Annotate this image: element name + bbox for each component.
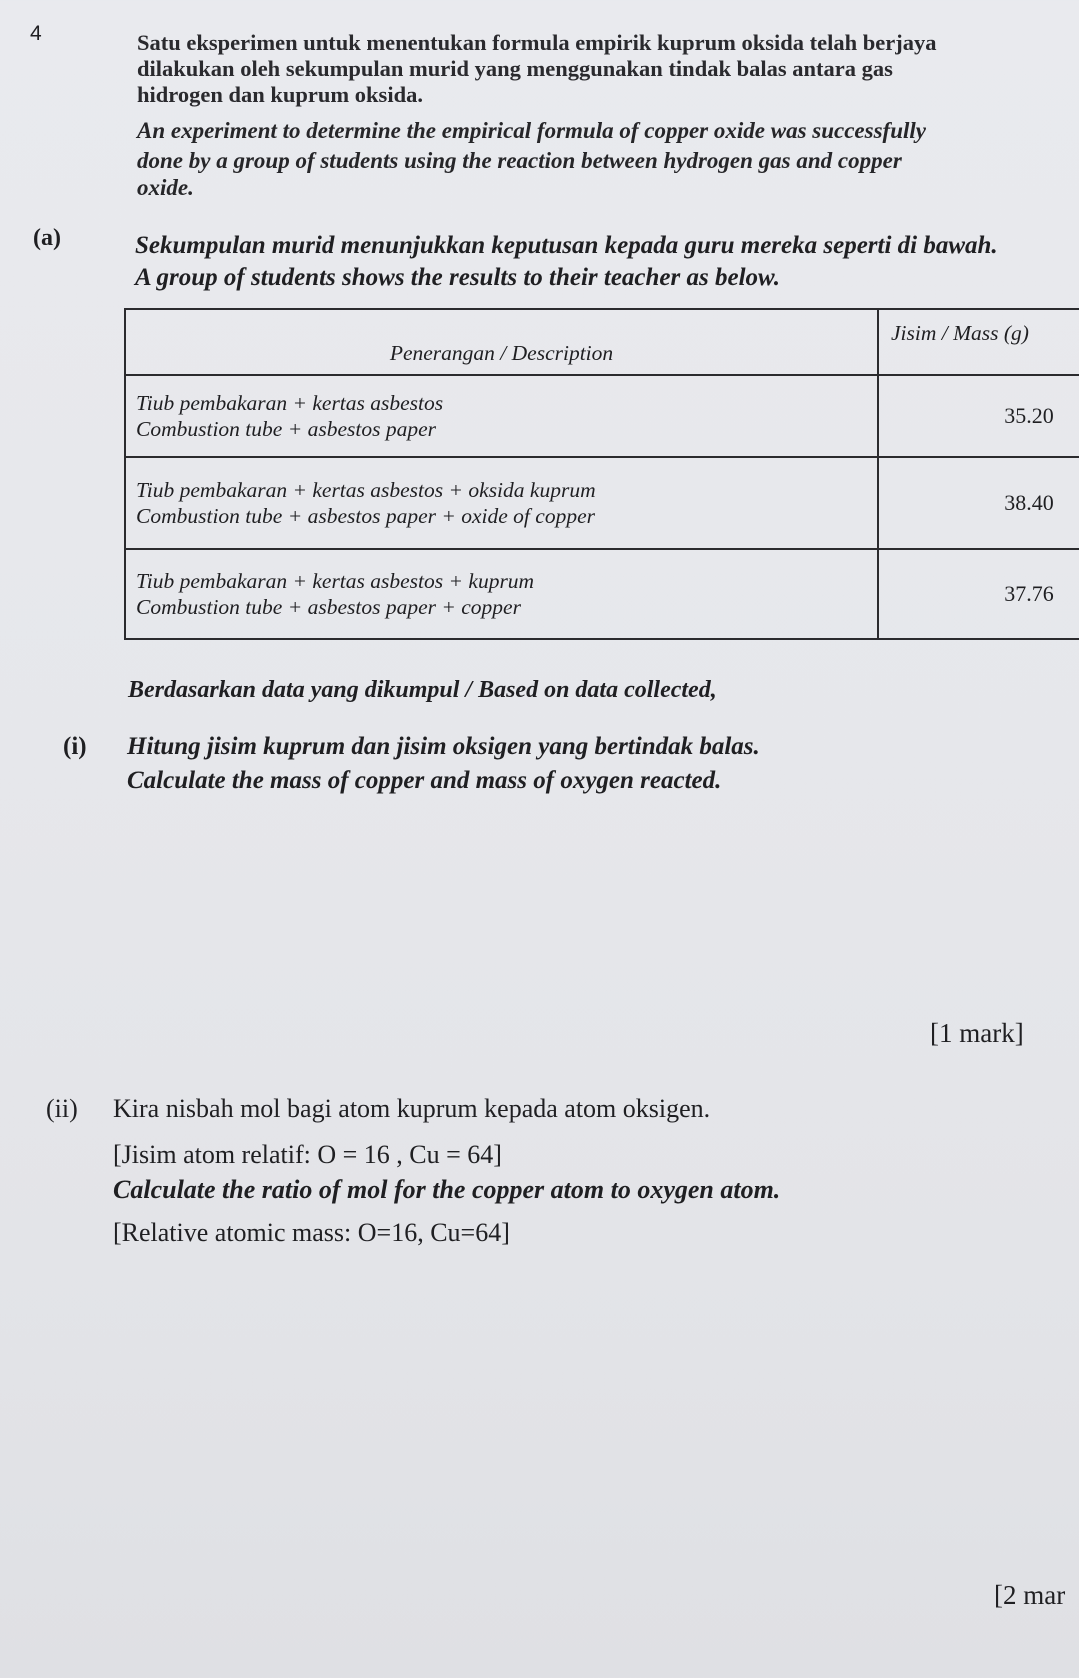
header-mass: Jisim / Mass (g): [878, 309, 1079, 375]
row-description-english: Combustion tube + asbestos paper: [136, 417, 436, 441]
table-row: [125, 457, 1079, 549]
sub-ii-marks: [2 mar: [994, 1580, 1066, 1610]
intro-malay-line: hidrogen dan kuprum oksida.: [137, 82, 423, 107]
table-header-row: [125, 309, 1079, 375]
based-on-text: Berdasarkan data yang dikumpul / Based on data collected,: [128, 677, 717, 703]
intro-malay-line: Satu eksperimen untuk menentukan formula empirik kuprum oksida telah berjaya: [137, 30, 937, 55]
sub-i-english: Calculate the mass of copper and mass of oxygen reacted.: [127, 767, 722, 794]
sub-ii-english: Calculate the ratio of mol for the copper atom to oxygen atom.: [113, 1175, 781, 1204]
header-description: Penerangan / Description: [125, 309, 878, 375]
row-description-malay: Tiub pembakaran + kertas asbestos: [136, 391, 444, 415]
row-description: [125, 457, 878, 549]
table-row: [125, 549, 1079, 639]
sub-ii-malay-ram: [Jisim atom relatif: O = 16 , Cu = 64]: [113, 1140, 502, 1169]
sub-ii-malay: Kira nisbah mol bagi atom kuprum kepada atom oksigen.: [113, 1094, 711, 1123]
row-description-malay: Tiub pembakaran + kertas asbestos + oksida kuprum: [136, 478, 596, 502]
sub-ii-english-ram: [Relative atomic mass: O=16, Cu=64]: [113, 1218, 510, 1247]
question-number: 4: [30, 22, 42, 45]
intro-english-line: An experiment to determine the empirical formula of copper oxide was successfully: [137, 118, 926, 143]
part-a-malay: Sekumpulan murid menunjukkan keputusan kepada guru mereka seperti di bawah.: [135, 232, 998, 259]
sub-ii-label: (ii): [46, 1094, 78, 1123]
results-table: [124, 308, 1079, 640]
sub-i-marks: [1 mark]: [930, 1018, 1024, 1048]
table-row: [125, 375, 1079, 457]
row-description-english: Combustion tube + asbestos paper + copper: [136, 595, 521, 619]
row-mass: 38.40: [878, 457, 1079, 549]
sub-i-label: (i): [63, 733, 87, 760]
intro-english-line: done by a group of students using the reaction between hydrogen gas and copper: [137, 148, 902, 173]
intro-malay-line: dilakukan oleh sekumpulan murid yang menggunakan tindak balas antara gas: [137, 56, 893, 81]
intro-english-line: oxide.: [137, 175, 194, 200]
row-description-malay: Tiub pembakaran + kertas asbestos + kuprum: [136, 569, 535, 593]
row-description-english: Combustion tube + asbestos paper + oxide of copper: [136, 504, 595, 528]
row-description: [125, 375, 878, 457]
row-mass: 35.20: [878, 375, 1079, 457]
part-a-label: (a): [33, 225, 61, 251]
sub-i-malay: Hitung jisim kuprum dan jisim oksigen yang bertindak balas.: [127, 733, 760, 760]
row-description: [125, 549, 878, 639]
row-mass: 37.76: [878, 549, 1079, 639]
part-a-english: A group of students shows the results to their teacher as below.: [135, 264, 781, 291]
